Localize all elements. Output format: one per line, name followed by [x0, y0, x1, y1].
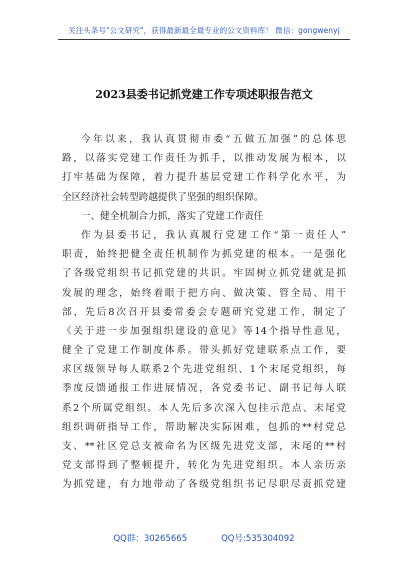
document-title: 2023县委书记抓党建工作专项述职报告范文: [95, 88, 313, 101]
body-line: 路，以落实党建工作责任为抓手，以推动发展为根本，以: [62, 153, 346, 165]
body-line: 作为县委书记，我认真履行党建工作“第一责任人”: [81, 229, 346, 241]
footer-contact: [0, 532, 408, 544]
body-line: 健全了党建工作制度体系。带头抓好党建联系点工作，要: [62, 345, 346, 357]
header-promo-note: 关注头条号"公文研究"，获得最新最全最专业的公文资料库！ 微信：gongwenyj: [68, 26, 340, 35]
body-line: 支、**社区党总支被命名为区级先进党支部，末尾的**村: [62, 441, 346, 452]
header-divider: [58, 39, 350, 40]
body-line: 《关于进一步加强组织建设的意见》等14个指导性意见，: [62, 325, 346, 337]
body-line: 系2个所属党组织。本人先后多次深入包挂示范点、末尾党: [62, 402, 346, 414]
document-body: [62, 130, 346, 495]
body-line: 季度反馈通报工作进展情况，各党委书记、副书记每人联: [62, 383, 346, 395]
body-line: 部，先后8次召开县委常委会专题研究党建工作，制定了: [62, 306, 346, 318]
body-line: 全区经济社会转型跨越提供了坚强的组织保障。: [62, 191, 264, 203]
body-line: 求区级领导每人联系2个先进党组织、1个末尾党组织，每: [62, 364, 346, 376]
body-line: 为抓党建，有力地带动了各级党组织书记尽职尽责抓党建: [62, 479, 346, 491]
body-line: 党支部得到了整顿提升，转化为先进党组织。本人亲历亲: [62, 460, 346, 472]
footer-qq-group: QQ群：30265665: [113, 534, 188, 544]
footer-qq-number: QQ号:535304092: [221, 534, 295, 544]
body-line: 组织调研指导工作，帮助解决实际困难，包抓的**村党总: [62, 421, 346, 433]
body-line: 一、健全机制合力抓，落实了党建工作责任: [81, 210, 264, 222]
body-line: 今年以来，我认真贯彻市委“五做五加强”的总体思: [81, 134, 346, 145]
body-line: 发展的理念，始终着眼于把方向、做决策、管全局、用干: [62, 287, 346, 299]
body-line: 打牢基础为保障，着力提升基层党建工作科学化水平，为: [62, 172, 346, 184]
body-line: 了各级党组织书记抓党建的共识。牢固树立抓党建就是抓: [62, 268, 346, 280]
body-line: 职责，始终把健全责任机制作为抓党建的根本。一是强化: [62, 249, 346, 261]
